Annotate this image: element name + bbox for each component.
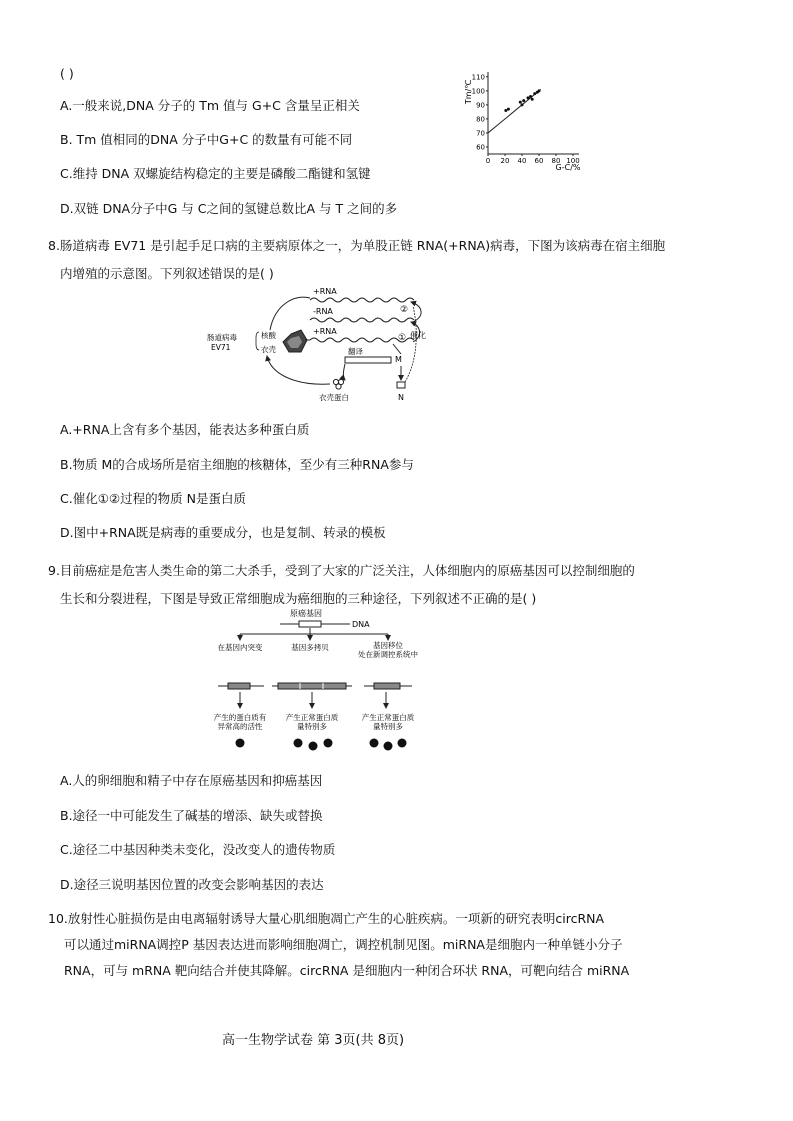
plus-rna-top-strand: [310, 298, 414, 302]
label-circle-2: ②: [400, 305, 409, 315]
gene-copies-box: [278, 683, 346, 689]
chart-trend-line: [488, 89, 541, 133]
chart-x-tick-label: 20: [500, 157, 510, 165]
label-translation: 翻译: [348, 347, 363, 356]
label-plus-rna: +RNA: [313, 327, 337, 336]
q8-stem-line1: 8.肠道病毒 EV71 是引起手足口病的主要病原体之一，为单股正链 RNA(+RNA)病毒，下图为该病毒在宿主细胞: [48, 238, 666, 253]
protein-m-bar: [345, 357, 391, 363]
translocated-gene-box: [374, 683, 400, 689]
label-path-3b: 处在新调控系统中: [358, 650, 418, 659]
n-catalysis-arrow: [405, 306, 416, 382]
q10-line3: RNA，可与 mRNA 靶向结合并使其降解。circRNA 是细胞内一种闭合环状 RNA，可靶向结合 miRNA: [64, 963, 630, 978]
label-result-3a: 产生正常蛋白质: [361, 713, 415, 722]
q9-option-c: C.途径二中基因种类未变化，没改变人的遗传物质: [60, 842, 336, 857]
chart-y-tick-label: 100: [471, 87, 485, 96]
chart-data-point: [507, 108, 510, 111]
q7-option-a: A.一般来说,DNA 分子的 Tm 值与 G+C 含量呈正相关: [60, 98, 360, 113]
chart-data-point: [521, 103, 524, 106]
label-circle-1: ①: [398, 333, 407, 343]
catalysis-text: 催化: [410, 331, 426, 340]
label-proto-oncogene: 原癌基因: [290, 609, 322, 618]
chart-x-tick-label: 40: [517, 157, 527, 165]
q9-option-a: A.人的卵细胞和精子中存在原癌基因和抑癌基因: [60, 773, 323, 788]
mutated-gene-box: [228, 683, 250, 689]
translation-arrow: [393, 344, 401, 354]
capsid-protein-icon: [336, 384, 341, 389]
minus-rna-strand: [310, 318, 414, 322]
chart-x-tick-label: 60: [534, 157, 544, 165]
chart-x-tick-label: 0: [485, 157, 491, 165]
label-path-3a: 基因移位: [373, 641, 403, 650]
q7-option-d: D.双链 DNA分子中G 与 C之间的氢键总数比A 与 T 之间的多: [60, 201, 398, 216]
chart-y-tick-label: 110: [471, 73, 485, 82]
label-catalysis-1: [410, 330, 426, 340]
protein-n-box: [397, 382, 405, 388]
chart-x-axis-label: G-C/%: [555, 163, 581, 172]
q10-line2: 可以通过miRNA调控P 基因表达进而影响细胞凋亡，调控机制见图。miRNA是细胞内一种单链小分子: [64, 937, 623, 952]
oncogene-pathways-diagram: [200, 606, 440, 754]
tm-gc-scatter-chart: [455, 66, 595, 176]
label-result-2a: 产生正常蛋白质: [285, 713, 339, 722]
page-footer: 高一生物学试卷 第 3页(共 8页): [222, 1033, 405, 1048]
assembly-arrow-top: [270, 297, 310, 330]
label-dna: DNA: [352, 620, 370, 629]
chart-x-tick-label: 80: [551, 157, 561, 165]
label-minus-rna: -RNA: [313, 307, 333, 316]
q8-option-c: C.催化①②过程的物质 N是蛋白质: [60, 491, 246, 506]
label-result-2b: 量特别多: [297, 722, 327, 731]
label-result-1a: 产生的蛋白质有: [213, 713, 267, 722]
chart-data-point: [526, 96, 529, 99]
label-path-2: 基因多拷贝: [291, 643, 329, 652]
label-plus-rna-top: +RNA: [313, 287, 337, 296]
label-virus-name-2: EV71: [211, 343, 231, 352]
q8-option-d: D.图中+RNA既是病毒的重要成分，也是复制、转录的模板: [60, 525, 386, 540]
translation-to-capsid-arrow: [344, 364, 346, 380]
chart-data-point: [504, 109, 507, 112]
assembly-arrow-bottom: [267, 356, 330, 384]
chart-data-point: [529, 95, 532, 98]
q9-stem-line2: 生长和分裂进程，下图是导致正常细胞成为癌细胞的三种途径，下列叙述不正确的是( ): [60, 591, 537, 606]
chart-data-point: [522, 99, 525, 102]
chart-data-point: [538, 89, 541, 92]
q9-option-d: D.途径三说明基因位置的改变会影响基因的表达: [60, 877, 324, 892]
label-m: M: [395, 355, 402, 364]
label-capsid-protein: 衣壳蛋白: [319, 393, 349, 402]
q8-stem-line2: 内增殖的示意图。下列叙述错误的是( ): [60, 266, 274, 281]
chart-x-tick-label: 100: [566, 157, 580, 165]
label-virus-name-1: 肠道病毒: [207, 333, 237, 342]
label-n: N: [398, 393, 404, 402]
chart-y-tick-label: 60: [476, 143, 485, 152]
chart-y-tick-label: 70: [476, 129, 485, 138]
q7-option-b: B. Tm 值相同的DNA 分子中G+C 的数量有可能不同: [60, 132, 353, 147]
protein-blob-icons: [236, 739, 407, 751]
label-capsid: 衣壳: [261, 345, 276, 354]
q10-line1: 10.放射性心脏损伤是由电离辐射诱导大量心肌细胞凋亡产生的心脏疾病。一项新的研究表明circRNA: [48, 911, 605, 926]
label-path-1: 在基因内突变: [217, 643, 263, 652]
chart-data-point: [533, 92, 536, 95]
q9-option-b: B.途径一中可能发生了碱基的增添、缺失或替换: [60, 808, 323, 823]
q8-option-b: B.物质 M的合成场所是宿主细胞的核糖体，至少有三种RNA参与: [60, 457, 414, 472]
label-result-1b: 异常高的活性: [217, 722, 263, 731]
brace: [256, 332, 259, 350]
chart-data-point: [531, 98, 534, 101]
ev71-replication-diagram: [205, 282, 435, 404]
q7-paren: ( ): [60, 66, 74, 81]
chart-y-tick-label: 80: [476, 115, 485, 124]
chart-data-point: [519, 101, 522, 104]
q7-option-c: C.维持 DNA 双螺旋结构稳定的主要是磷酸二酯键和氢键: [60, 166, 371, 181]
chart-y-axis-label: Tm/℃: [464, 79, 473, 105]
label-result-3b: 量特别多: [373, 722, 403, 731]
q9-stem-line1: 9.目前癌症是危害人类生命的第二大杀手，受到了大家的广泛关注，人体细胞内的原癌基因可以控制细胞的: [48, 563, 635, 578]
label-nucleic-acid: 核酸: [261, 331, 276, 340]
q8-option-a: A.+RNA上含有多个基因，能表达多种蛋白质: [60, 422, 310, 437]
proto-oncogene-box: [299, 621, 321, 627]
chart-y-tick-label: 90: [476, 101, 485, 110]
